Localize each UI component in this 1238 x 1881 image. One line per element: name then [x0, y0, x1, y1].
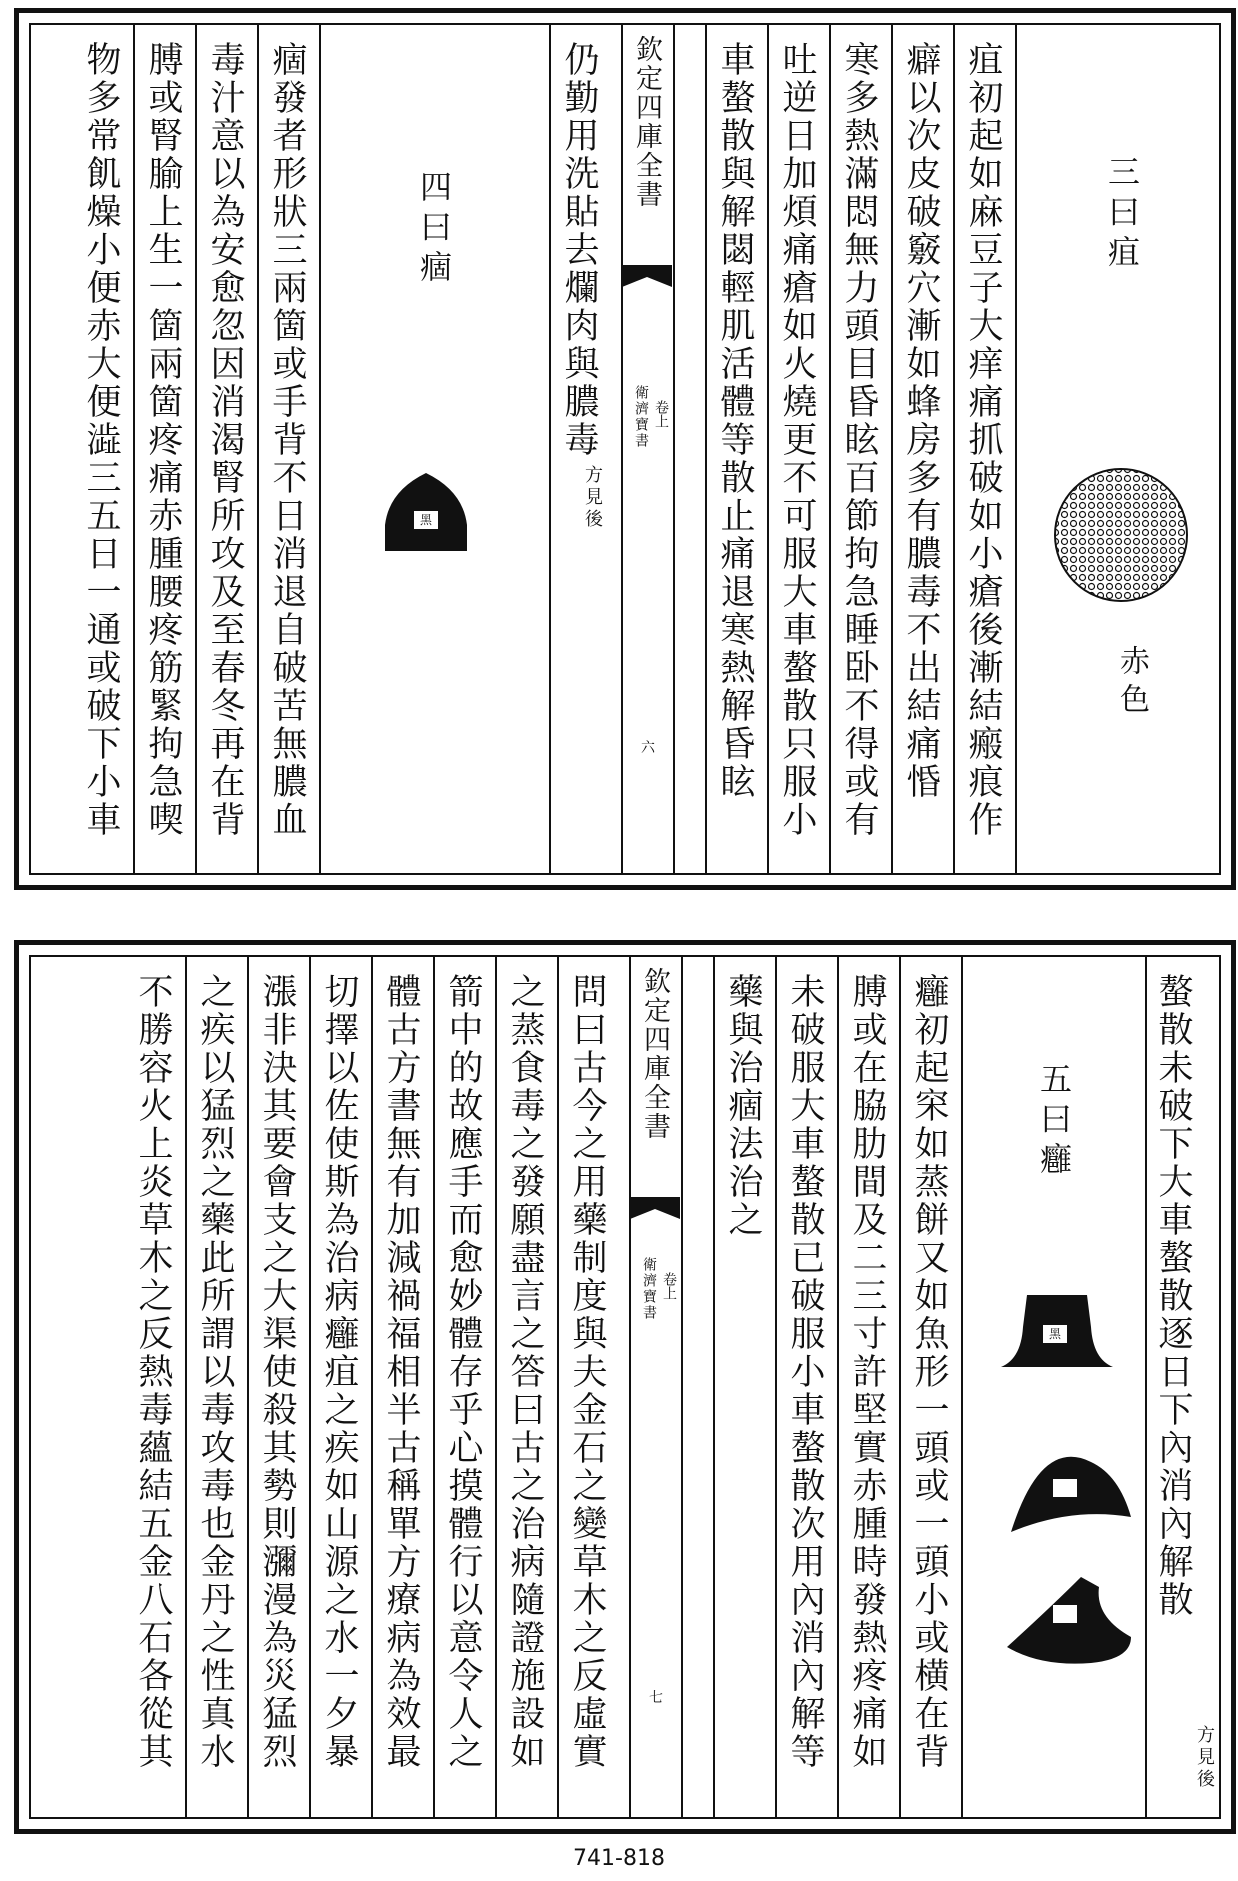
text-column: 螯散未破下大車螯散逐日下內消內解散	[1153, 973, 1193, 1619]
center-strip	[621, 25, 675, 873]
text-column: 之蒸食毒之發願盡言之答曰古之治病隨證施設如	[505, 973, 545, 1771]
center-strip	[629, 957, 683, 1817]
center-book: 衛濟寶書	[641, 1257, 657, 1321]
fishtail-mark	[622, 265, 672, 301]
text-column: 癰初起穼如蒸餅又如魚形一頭或一頭小或横在背	[909, 973, 949, 1771]
bottom-page	[14, 940, 1236, 1834]
text-column: 之疾以猛烈之藥此所謂以毒攻毒也金丹之性真水	[195, 973, 235, 1771]
carbuncle-illustrations	[991, 1287, 1141, 1847]
top-left-heading: 四曰痼	[415, 170, 453, 290]
top-page	[14, 8, 1236, 890]
center-page-number: 七	[649, 1690, 663, 1706]
text-column: 疽初起如麻豆子大痒痛抓破如小瘡後漸結瘢痕作	[963, 41, 1003, 839]
bottom-heading: 五曰癰	[1035, 1062, 1073, 1182]
text-column: 體古方書無有加減禍福相半古稱單方療病為效最	[381, 973, 421, 1771]
text-column: 毒汁意以為安愈忽因消渴腎所攻及至春冬再在背	[205, 41, 245, 839]
black-mark-label: 黑	[1048, 1327, 1061, 1341]
fishtail-mark	[630, 1197, 680, 1233]
text-column: 物多常飢燥小便赤大便澁三五日一通或破下小車	[81, 41, 121, 839]
text-column: 問曰古今之用藥制度與夫金石之變草木之反虛實	[567, 973, 607, 1771]
text-column: 吐逆日加煩痛瘡如火燒更不可服大車螯散只服小	[777, 41, 817, 839]
text-column: 箭中的故應手而愈妙體存乎心摸體行以意令人之	[443, 973, 483, 1771]
text-column: 車螯散與解閟輕肌活體等散止痛退寒熱解昏眩	[715, 41, 755, 801]
text-column: 癖以次皮破竅穴漸如蜂房多有膿毒不出結痛惛	[901, 41, 941, 801]
top-right-label: 赤色	[1114, 645, 1149, 721]
pustule-illustration	[1051, 465, 1191, 605]
text-column: 藥與治痼法治之	[723, 973, 763, 1239]
black-mark-label: 黑	[414, 511, 438, 529]
center-page-number: 六	[641, 740, 655, 756]
center-title: 欽定四庫全書	[639, 967, 670, 1141]
text-column: 膊或腎腧上生一箇兩箇疼痛赤腫腰疼筋緊拘急喫	[143, 41, 183, 839]
top-right-heading: 三曰疽	[1103, 155, 1141, 275]
text-column: 未破服大車螯散已破服小車螯散次用內消內解等	[785, 973, 825, 1771]
text-column: 切擇以佐使斯為治病癰疽之疾如山源之水一夕暴	[319, 973, 359, 1771]
note-see-later: 方見後	[1194, 1725, 1215, 1791]
center-volume: 卷上	[653, 400, 669, 428]
black-lesion-illustration	[381, 465, 471, 555]
bottom-page-frame	[29, 955, 1221, 1819]
center-volume: 卷上	[661, 1272, 677, 1300]
text-column: 仍勤用洗貼去爛肉與膿毒	[559, 41, 599, 459]
text-column: 膊或在脇肋間及二三寸許堅實赤腫時發熱疼痛如	[847, 973, 887, 1771]
text-column: 漲非決其要會支之大渠使殺其勢則瀰漫為災猛烈	[257, 973, 297, 1771]
top-page-frame	[29, 23, 1221, 875]
text-column: 寒多熱滿悶無力頭目昏眩百節拘急睡卧不得或有	[839, 41, 879, 839]
text-column: 痼發者形狀三兩箇或手背不日消退自破苦無膿血	[267, 41, 307, 839]
center-book: 衛濟寶書	[633, 385, 649, 449]
note-see-later: 方見後	[582, 465, 603, 531]
text-column: 不勝容火上炎草木之反熱毒蘊結五金八石各從其	[133, 973, 173, 1771]
center-title: 欽定四庫全書	[631, 35, 662, 209]
page-footer-number: 741-818	[573, 1846, 665, 1871]
